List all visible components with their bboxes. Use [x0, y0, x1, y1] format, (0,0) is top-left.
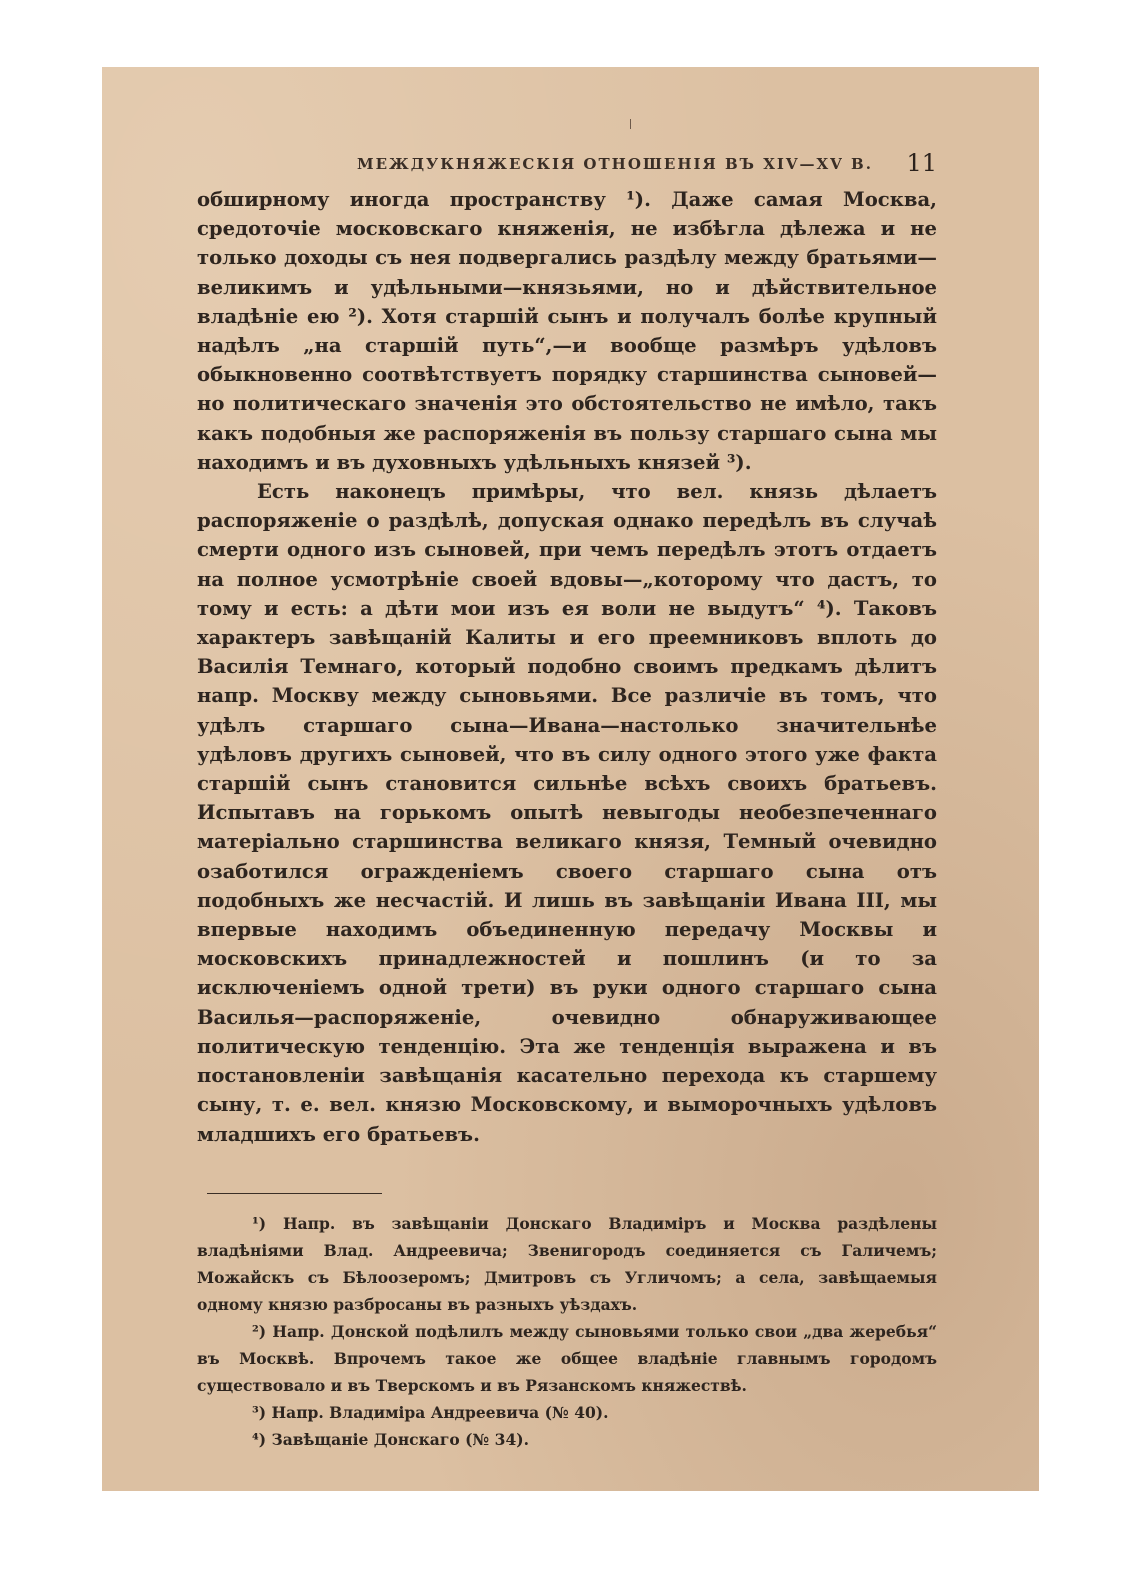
main-text: [197, 185, 937, 1149]
running-head: МЕЖДУКНЯЖЕСКІЯ ОТНОШЕНІЯ ВЪ XIV—XV В.: [357, 155, 873, 173]
footnote-4: ⁴) Завѣщаніе Донскаго (№ 34).: [252, 1429, 529, 1449]
footnote-3: ³) Напр. Владиміра Андреевича (№ 40).: [252, 1402, 609, 1422]
paragraph-1: обширному иногда пространству ¹). Даже самая Москва, средоточіе московскаго княженія, не избѣгла дѣлежа и не только доходы съ нея подвергались раздѣлу между братьями—великимъ и удѣльными—князьями, но и дѣйствительное владѣніе ею ²). Хотя старшій сынъ и получалъ болѣе крупный надѣлъ „на старшій путь“,—и вообще размѣръ удѣловъ обыкновенно соотвѣтствуетъ порядку старшинства сыновей—но политическаго значенія это обстоятельство не имѣло, такъ какъ подобныя же распоряженія въ пользу старшаго сына мы находимъ и въ духовныхъ удѣльныхъ князей ³).: [197, 188, 937, 474]
page-number: 11: [906, 149, 937, 177]
footnote-1: ¹) Напр. въ завѣщаніи Донскаго Владиміръ и Москва раздѣлены владѣніями Влад. Андреевича; Звенигородъ соединяется съ Галичемъ; Можайскъ съ Бѣлоозеромъ; Дмитровъ съ Угличомъ; а села, завѣщаемыя одному князю разбросаны въ разныхъ уѣздахъ.: [197, 1213, 937, 1314]
footnote-divider: [207, 1193, 382, 1194]
page-content: [197, 149, 937, 1453]
footnotes: [197, 1210, 937, 1453]
ink-mark: [630, 119, 631, 129]
footnote-2: ²) Напр. Донской подѣлилъ между сыновьями только свои „два жеребья“ въ Москвѣ. Впрочемъ такое же общее владѣніе главнымъ городомъ существовало и въ Тверскомъ и въ Рязанскомъ княжествѣ.: [197, 1321, 937, 1395]
page-header: [197, 149, 937, 185]
scanned-page: [102, 67, 1039, 1491]
paragraph-2: Есть наконецъ примѣры, что вел. князь дѣлаетъ распоряженіе о раздѣлѣ, допуская однако передѣлъ въ случаѣ смерти одного изъ сыновей, при чемъ передѣлъ этотъ отдаетъ на полное усмотрѣніе своей вдовы—„которому что дастъ, то тому и есть: а дѣти мои изъ ея воли не выдутъ“ ⁴). Таковъ характеръ завѣщаній Калиты и его преемниковъ вплоть до Василія Темнаго, который подобно своимъ предкамъ дѣлитъ напр. Москву между сыновьями. Все различіе въ томъ, что удѣлъ старшаго сына—Ивана—настолько значительнѣе удѣловъ другихъ сыновей, что въ силу одного этого уже факта старшій сынъ становится сильнѣе всѣхъ своихъ братьевъ. Испытавъ на горькомъ опытѣ невыгоды необезпеченнаго матеріально старшинства великаго князя, Темный очевидно озаботился огражденіемъ своего старшаго сына отъ подобныхъ же несчастій. И лишь въ завѣщаніи Ивана III, мы впервые находимъ объединенную передачу Москвы и московскихъ принадлежностей и пошлинъ (и то за исключеніемъ одной трети) въ руки одного старшаго сына Василья—распоряженіе, очевидно обнаруживающее политическую тенденцію. Эта же тенденція выражена и въ постановленіи завѣщанія касательно перехода къ старшему сыну, т. е. вел. князю Московскому, и выморочныхъ удѣловъ младшихъ его братьевъ.: [197, 480, 937, 1146]
